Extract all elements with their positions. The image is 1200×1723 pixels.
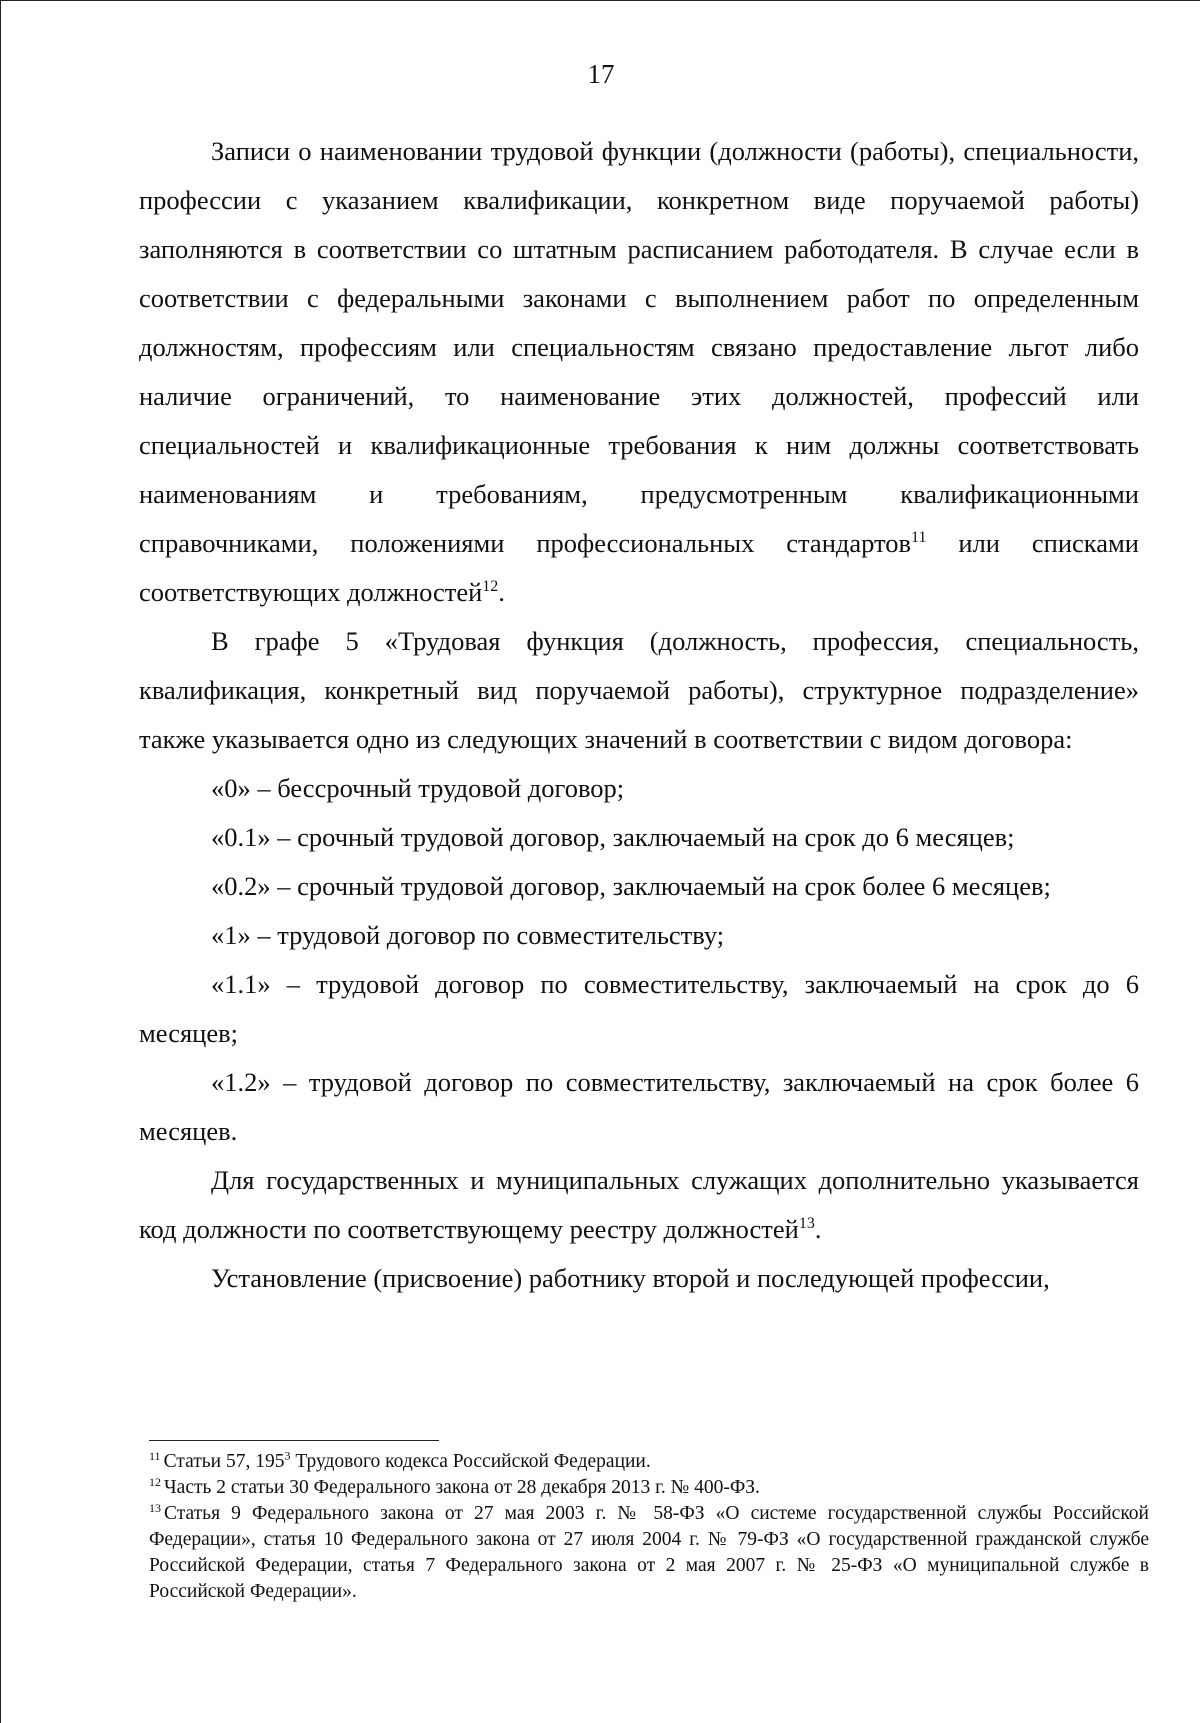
paragraph-text: . <box>814 1214 822 1244</box>
paragraph-text: . <box>498 577 505 607</box>
footnote-text: Трудового кодекса Российской Федерации. <box>290 1451 651 1472</box>
footnote-ref-11[interactable]: 11 <box>911 529 927 547</box>
paragraph-text: или списками соответствующих должностей <box>139 528 1139 607</box>
paragraph-civil-servants <box>139 1156 1139 1254</box>
paragraph-text: Записи о наименовании трудовой функции (должности (работы), специальности, профессии с указанием квалификации, конкретном виде поручаемой работы) заполняются в соответствии со штатным расписанием работодателя. В случае если в соответствии с федеральными законами с выполнением работ по определенным должностям, профессиям или специальностям связано предоставление льгот либо наличие ограничений, то наименование этих должностей, профессий или специальностей и квалификационные требования к ним должны соответствовать наименованиям и требованиям, предусмотренным квалификационными справочниками, положениями профессиональных стандартов <box>139 136 1139 558</box>
list-item-contract-0-2: «0.2» – срочный трудовой договор, заключаемый на срок более 6 месяцев; <box>211 871 1051 901</box>
footnote-number: 13 <box>149 1500 161 1515</box>
page-number: 17 <box>587 59 615 89</box>
paragraph-text: Для государственных и муниципальных служащих дополнительно указывается код должности по соответствующему реестру должностей <box>139 1165 1139 1244</box>
footnotes <box>149 1449 1149 1605</box>
footnote-inner-sup: 3 <box>284 1448 291 1463</box>
footnote-text: Статья 9 Федерального закона от 27 мая 2003 г. № 58-ФЗ «О системе государственной службы Российской Федерации», статья 10 Федерального закона от 27 июля 2004 г. № 79-ФЗ «О государственной гражданской службе Российской Федерации, статья 7 Федерального закона от 2 мая 2007 г. № 25-ФЗ «О муниципальной службе в Российской Федерации». <box>149 1503 1149 1602</box>
document-body <box>139 127 1139 1303</box>
footnote-ref-13[interactable]: 13 <box>798 1215 815 1233</box>
paragraph-job-title-records <box>139 127 1139 617</box>
list-item-contract-0-1: «0.1» – срочный трудовой договор, заключаемый на срок до 6 месяцев; <box>211 822 1015 852</box>
footnote-ref-12[interactable]: 12 <box>482 578 499 596</box>
list-item-contract-1-2: «1.2» – трудовой договор по совместительству, заключаемый на срок более 6 месяцев. <box>139 1067 1139 1146</box>
footnote-text: Часть 2 статьи 30 Федерального закона от 28 декабря 2013 г. № 400-ФЗ. <box>164 1477 760 1498</box>
list-item-contract-1: «1» – трудовой договор по совместительству; <box>211 920 725 950</box>
footnote-number: 11 <box>149 1448 161 1463</box>
footnote-text: Статьи 57, 195 <box>163 1451 285 1472</box>
list-item-contract-0: «0» – бессрочный трудовой договор; <box>211 773 625 803</box>
footnote-12 <box>149 1475 1149 1501</box>
paragraph-second-profession: Установление (присвоение) работнику второй и последующей профессии, <box>211 1263 1050 1293</box>
footnote-number: 12 <box>149 1474 161 1489</box>
footnote-13 <box>149 1501 1149 1605</box>
footnote-11 <box>149 1449 1149 1475</box>
paragraph-column-5: В графе 5 «Трудовая функция (должность, профессия, специальность, квалификация, конкретный вид поручаемой работы), структурное подразделение» также указывается одно из следующих значений в соответствии с видом договора: <box>139 626 1139 754</box>
list-item-contract-1-1: «1.1» – трудовой договор по совместительству, заключаемый на срок до 6 месяцев; <box>139 969 1139 1048</box>
footnote-separator <box>149 1440 439 1441</box>
